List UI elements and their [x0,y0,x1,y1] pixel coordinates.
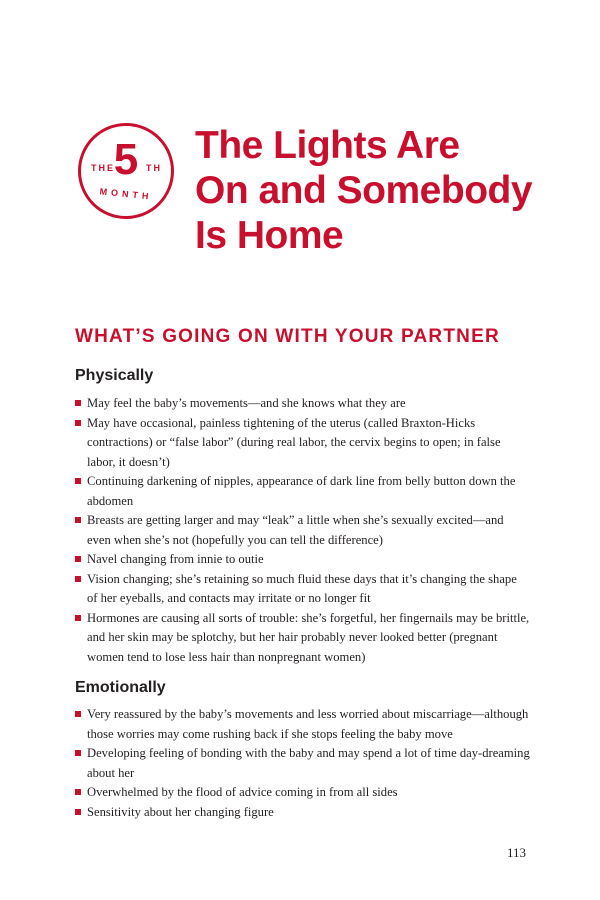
list-item-text: Overwhelmed by the flood of advice coming in from all sides [87,785,398,799]
physical-changes-list [75,394,530,667]
list-item-text: Very reassured by the baby’s movements and less worried about miscarriage—although those worries may come rushing back if she stops feeling the baby move [87,707,529,741]
badge-month-label: MONTH [99,186,153,202]
list-item-text: Sensitivity about her changing figure [87,804,274,819]
list-item-text: Hormones are causing all sorts of trouble: she’s forgetful, her fingernails may be brittle, and her skin may be splotchy, but her hair probably never looked better (pregnant women tend to lose less hair than nonpregnant women) [87,610,530,664]
list-item [75,414,530,473]
list-item [75,744,530,783]
physically-heading: Physically [75,367,154,384]
bullet-square-icon [75,478,81,484]
emotional-changes-list [75,705,530,822]
list-item-text: Navel changing from innie to outie [87,552,264,566]
page-number: 113 [506,845,526,860]
list-item [75,511,530,550]
badge-ordinal-suffix: TH [146,163,162,173]
bullet-square-icon [75,576,81,582]
list-item [75,803,530,823]
badge-the-label: THE [91,163,115,173]
bullet-square-icon [75,556,81,562]
section-heading: WHAT’S GOING ON WITH YOUR PARTNER [75,326,500,347]
list-item-text: May have occasional, painless tightening of the uterus (called Braxton-Hicks contractions) or “false labor” (during real labor, the cervix begins to open; in false labor, it doesn’t) [87,415,501,469]
bullet-square-icon [75,517,81,523]
list-item [75,783,530,803]
list-item [75,472,530,511]
badge-month-number: 5 [113,135,139,184]
list-item-text: Continuing darkening of nipples, appearance of dark line from belly button down the abdomen [87,474,516,508]
chapter-title-line: Is Home [195,214,344,257]
list-item [75,394,530,414]
list-item-text: Vision changing; she’s retaining so much fluid these days that it’s changing the shape of her eyeballs, and contacts may irritate or no longer fit [87,571,517,605]
chapter-title-line: On and Somebody [195,169,533,212]
list-item-text: Breasts are getting larger and may “leak” a little when she’s sexually excited—and even when she’s not (hopefully you can tell the difference) [87,513,504,547]
bullet-square-icon [75,400,81,406]
list-item [75,705,530,744]
bullet-square-icon [75,711,81,717]
chapter-month-badge [78,123,174,219]
bullet-square-icon [75,615,81,621]
bullet-square-icon [75,420,81,426]
bullet-square-icon [75,809,81,815]
list-item [75,609,530,668]
bullet-square-icon [75,750,81,756]
list-item [75,570,530,609]
list-item [75,550,530,570]
list-item-text: May feel the baby’s movements—and she knows what they are [87,396,406,410]
list-item-text: Developing feeling of bonding with the baby and may spend a lot of time day-dreaming about her [87,746,530,780]
emotionally-heading: Emotionally [75,679,166,696]
chapter-title-line: The Lights Are [195,124,460,167]
chapter-title [195,123,575,258]
bullet-square-icon [75,789,81,795]
